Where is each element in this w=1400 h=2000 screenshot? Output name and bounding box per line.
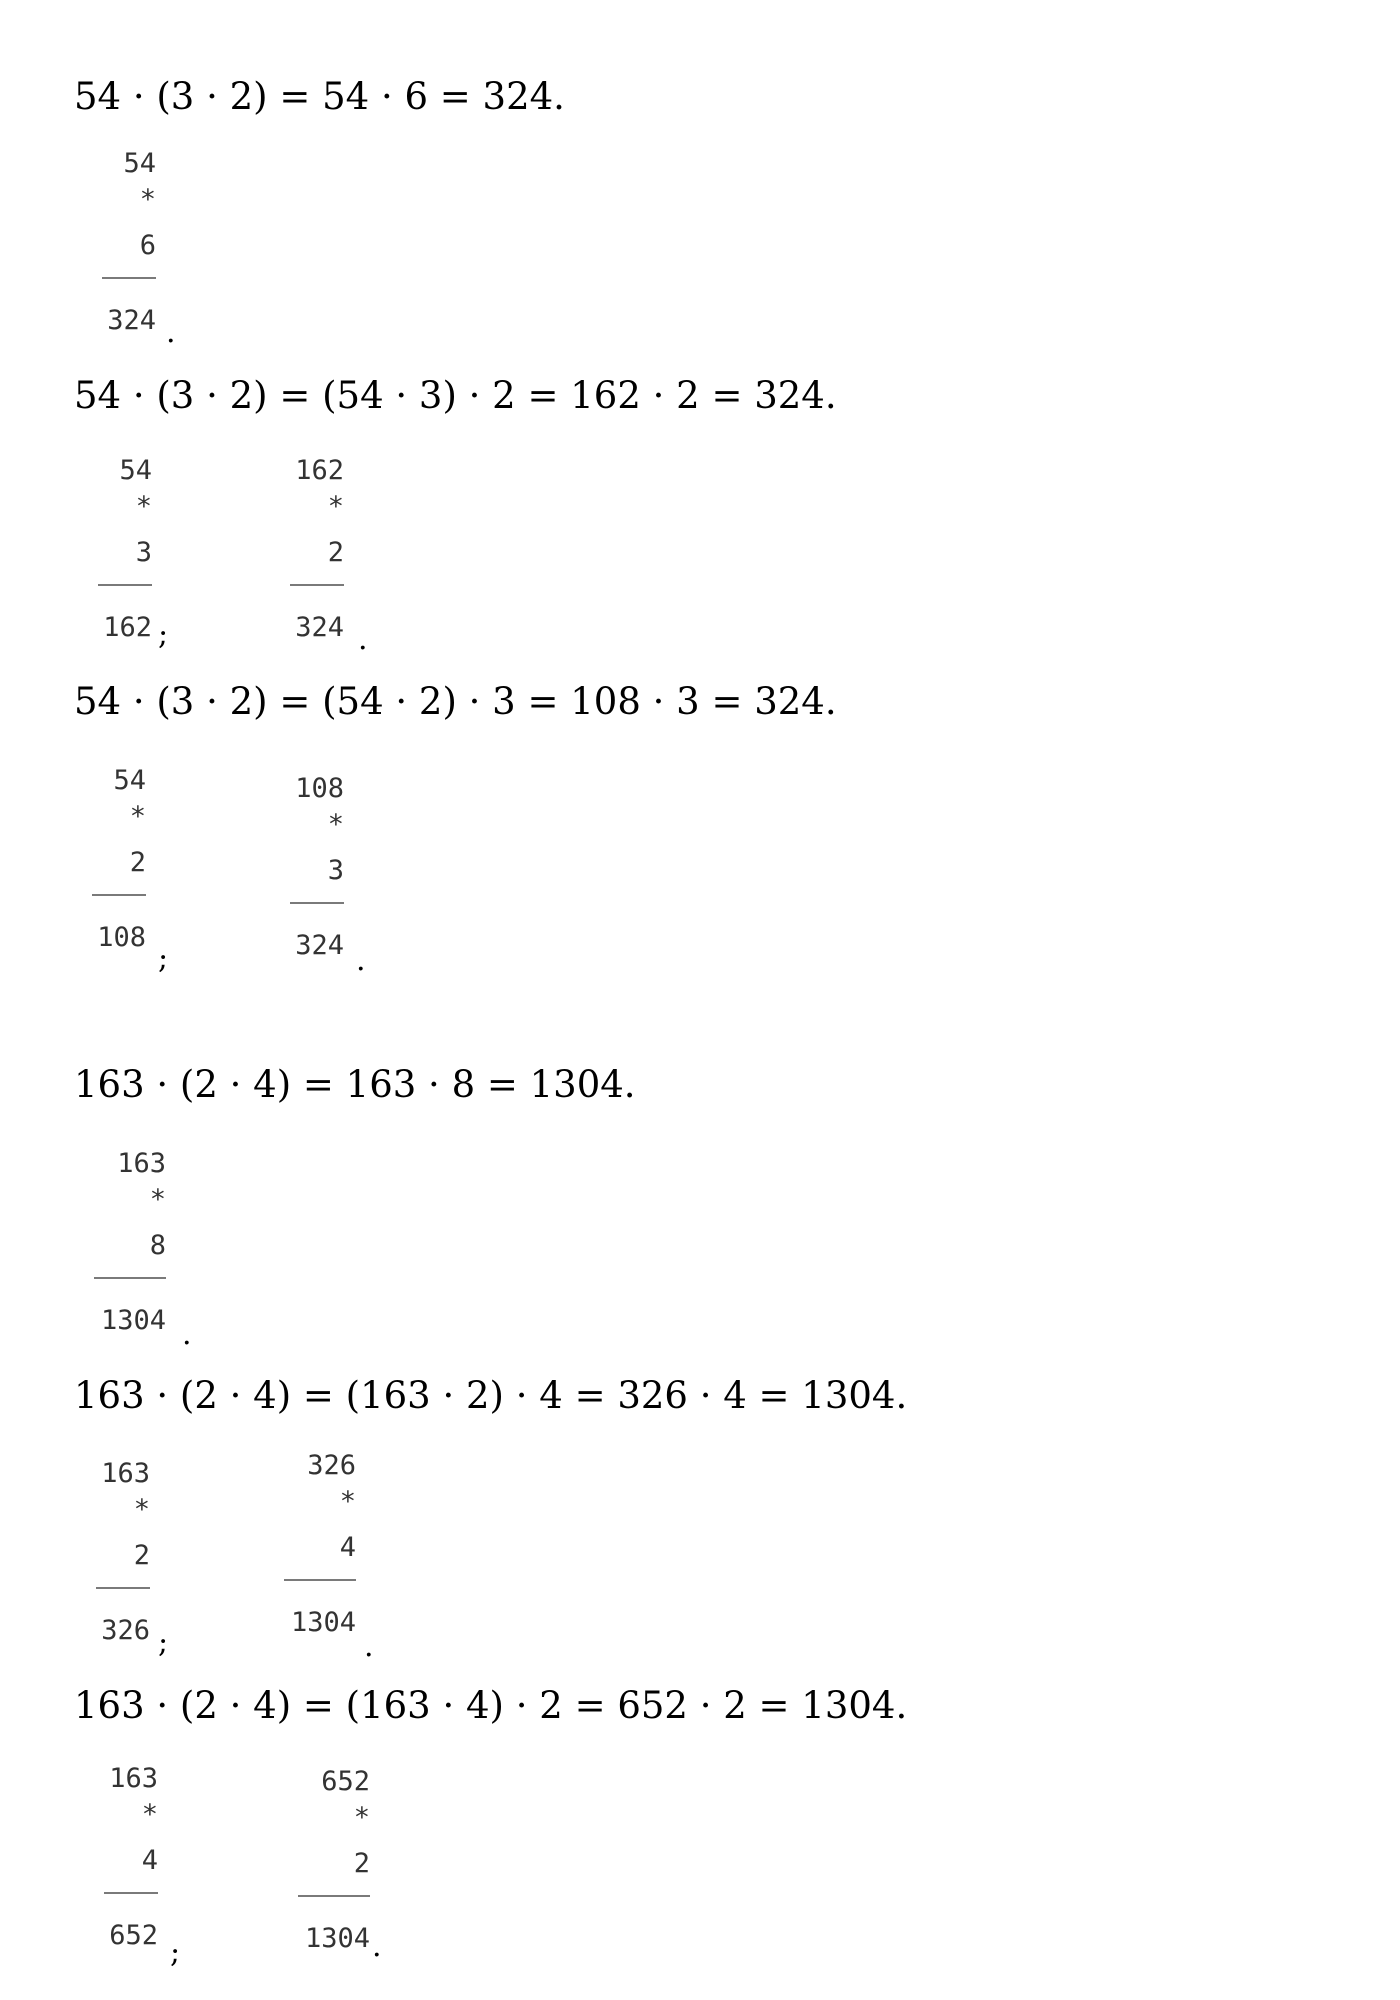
factor-bottom: 2 bbox=[129, 847, 146, 878]
multiply-sign: * bbox=[135, 491, 152, 522]
product: 652 bbox=[109, 1920, 158, 1951]
product: 162 bbox=[103, 612, 152, 643]
result-line bbox=[96, 1587, 150, 1589]
factor-top: 54 bbox=[113, 765, 146, 796]
equation-4: 163 · (2 · 4) = 163 · 8 = 1304. bbox=[74, 1063, 636, 1106]
multiply-sign: * bbox=[353, 1802, 370, 1833]
multiply-sign: * bbox=[141, 1799, 158, 1830]
product: 324 bbox=[295, 612, 344, 643]
result-line bbox=[104, 1892, 158, 1894]
factor-bottom: 2 bbox=[353, 1848, 370, 1879]
result-line bbox=[284, 1579, 356, 1581]
factor-bottom: 3 bbox=[135, 537, 152, 568]
result-line bbox=[290, 902, 344, 904]
punctuation: ; bbox=[158, 617, 169, 652]
punctuation: . bbox=[356, 943, 366, 978]
result-line bbox=[290, 584, 344, 586]
equation-6: 163 · (2 · 4) = (163 · 4) · 2 = 652 · 2 = 1304. bbox=[74, 1684, 908, 1727]
factor-top: 163 bbox=[109, 1763, 158, 1794]
equation-3: 54 · (3 · 2) = (54 · 2) · 3 = 108 · 3 = 324. bbox=[74, 680, 837, 723]
factor-top: 163 bbox=[117, 1148, 166, 1179]
punctuation: ; bbox=[170, 1935, 181, 1970]
punctuation: . bbox=[364, 1629, 374, 1664]
punctuation: ; bbox=[158, 1625, 169, 1660]
multiply-sign: * bbox=[339, 1486, 356, 1517]
punctuation: . bbox=[372, 1929, 382, 1964]
equation-2: 54 · (3 · 2) = (54 · 3) · 2 = 162 · 2 = 324. bbox=[74, 374, 837, 417]
punctuation: . bbox=[166, 315, 176, 350]
product: 324 bbox=[295, 930, 344, 961]
product: 1304 bbox=[304, 1923, 370, 1954]
multiply-sign: * bbox=[327, 809, 344, 840]
result-line bbox=[94, 1277, 166, 1279]
factor-top: 54 bbox=[123, 148, 156, 179]
equation-5: 163 · (2 · 4) = (163 · 2) · 4 = 326 · 4 = 1304. bbox=[74, 1374, 908, 1417]
punctuation: ; bbox=[158, 941, 169, 976]
factor-bottom: 4 bbox=[339, 1532, 356, 1563]
factor-bottom: 2 bbox=[133, 1540, 150, 1571]
factor-bottom: 4 bbox=[141, 1845, 158, 1876]
product: 108 bbox=[97, 922, 146, 953]
multiply-sign: * bbox=[139, 184, 156, 215]
multiply-sign: * bbox=[149, 1184, 166, 1215]
factor-top: 162 bbox=[295, 455, 344, 486]
factor-top: 54 bbox=[119, 455, 152, 486]
factor-bottom: 2 bbox=[327, 537, 344, 568]
equation-1: 54 · (3 · 2) = 54 · 6 = 324. bbox=[74, 75, 565, 118]
result-line bbox=[102, 277, 156, 279]
factor-top: 163 bbox=[101, 1458, 150, 1489]
product: 1304 bbox=[290, 1607, 356, 1638]
punctuation: . bbox=[358, 622, 368, 657]
result-line bbox=[298, 1895, 370, 1897]
factor-top: 652 bbox=[321, 1766, 370, 1797]
factor-top: 326 bbox=[307, 1450, 356, 1481]
punctuation: . bbox=[182, 1317, 192, 1352]
factor-bottom: 3 bbox=[327, 855, 344, 886]
factor-top: 108 bbox=[295, 773, 344, 804]
multiply-sign: * bbox=[327, 491, 344, 522]
multiply-sign: * bbox=[129, 801, 146, 832]
factor-bottom: 6 bbox=[139, 230, 156, 261]
multiply-sign: * bbox=[133, 1494, 150, 1525]
product: 326 bbox=[101, 1615, 150, 1646]
product: 324 bbox=[107, 305, 156, 336]
product: 1304 bbox=[100, 1305, 166, 1336]
result-line bbox=[98, 584, 152, 586]
factor-bottom: 8 bbox=[149, 1230, 166, 1261]
result-line bbox=[92, 894, 146, 896]
